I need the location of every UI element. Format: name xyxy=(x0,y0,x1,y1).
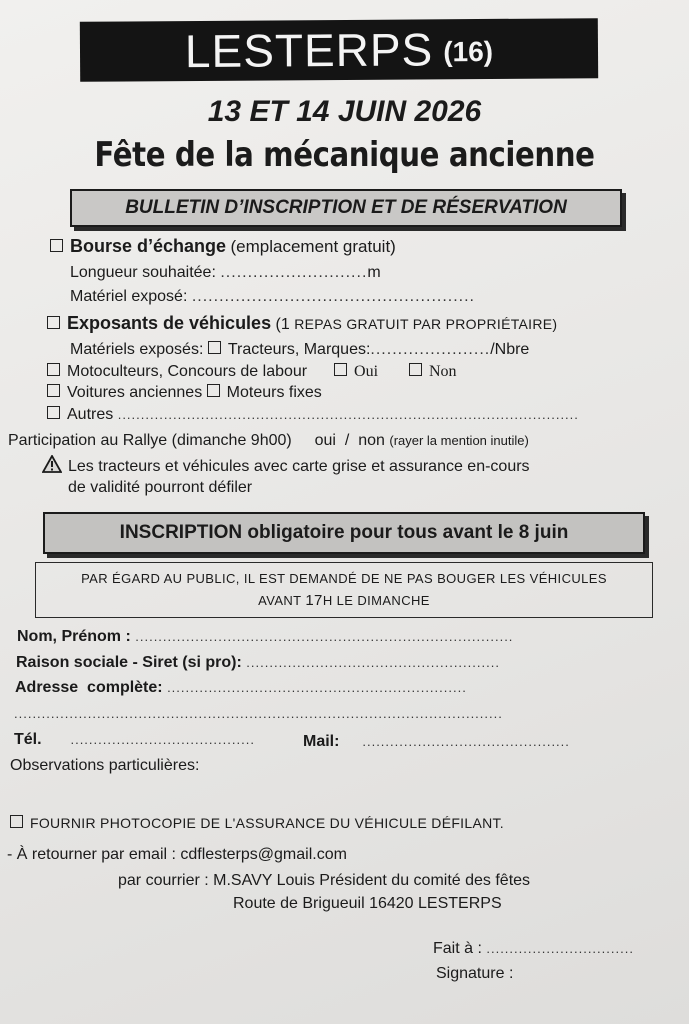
fournir-row xyxy=(10,815,504,833)
raison-field[interactable]: ....................................................... xyxy=(246,655,500,670)
raison-row xyxy=(16,654,500,672)
voitures-label: Voitures anciennes xyxy=(67,384,203,401)
mail-field[interactable]: ............................................. xyxy=(362,734,570,749)
labour-oui-label: Oui xyxy=(354,363,379,380)
labour-oui-checkbox[interactable] xyxy=(334,363,347,376)
title-banner xyxy=(80,18,598,82)
motoculteurs-row xyxy=(47,363,457,381)
tel-field[interactable]: ........................................ xyxy=(70,732,255,747)
signature-label: Signature : xyxy=(436,965,514,982)
postal-address-line: Route de Brigueuil 16420 LESTERPS xyxy=(233,895,502,912)
bulletin-heading xyxy=(70,189,622,227)
inscription-box xyxy=(43,512,645,554)
materiel-row xyxy=(70,288,475,306)
fournir-checkbox[interactable] xyxy=(10,815,23,828)
exposants-label: Exposants de véhicules xyxy=(67,313,272,333)
mail-row xyxy=(303,733,570,751)
autres-row xyxy=(47,406,579,424)
longueur-row xyxy=(70,264,381,282)
warning-line-1 xyxy=(42,455,530,476)
fait-label: Fait à : xyxy=(433,940,482,957)
autres-label: Autres xyxy=(67,406,114,423)
adresse-label: Adresse complète: xyxy=(15,679,163,696)
rallye-row xyxy=(8,432,529,450)
exposants-note: REPAS GRATUIT PAR PROPRIÉTAIRE) xyxy=(294,316,558,332)
autres-field[interactable]: .................................................................................................... xyxy=(117,407,579,422)
title-lesterps: LESTERPS xyxy=(184,23,434,78)
tracteurs-label: Tracteurs, Marques: xyxy=(227,341,371,358)
notice-box xyxy=(35,562,653,618)
voitures-checkbox[interactable] xyxy=(47,384,60,397)
notice-line-1: PAR ÉGARD AU PUBLIC, IL EST DEMANDÉ DE NE PAS BOUGER LES VÉHICULES xyxy=(81,571,607,586)
bourse-label: Bourse d’échange xyxy=(70,236,227,256)
fournir-text: FOURNIR PHOTOCOPIE DE L'ASSURANCE DU VÉHICULE DÉFILANT. xyxy=(30,815,504,831)
motoculteurs-checkbox[interactable] xyxy=(47,363,60,376)
fait-field[interactable]: ................................ xyxy=(486,941,634,956)
notice-line-2-post: H LE DIMANCHE xyxy=(322,593,430,608)
labour-non-label: Non xyxy=(428,363,457,380)
exposants-checkbox[interactable] xyxy=(47,316,60,329)
rallye-choice[interactable]: oui / non xyxy=(314,432,385,449)
longueur-field[interactable]: ........................... xyxy=(220,264,368,281)
rallye-hint: (rayer la mention inutile) xyxy=(389,433,529,448)
autres-checkbox[interactable] xyxy=(47,406,60,419)
exposants-note-open: (1 xyxy=(275,316,290,333)
nom-field[interactable]: .................................................................................. xyxy=(135,629,514,644)
event-title: Fête de la mécanique ancienne xyxy=(94,135,595,175)
tel-row xyxy=(14,731,255,749)
longueur-unit: m xyxy=(367,264,381,281)
exposants-row xyxy=(47,313,557,334)
materiels-label: Matériels exposés: xyxy=(70,341,204,358)
inscription-bold: INSCRIPTION xyxy=(119,522,243,543)
inscription-rest: obligatoire pour tous avant le 8 juin xyxy=(247,522,569,543)
bulletin-heading-text: BULLETIN D’INSCRIPTION ET DE RÉSERVATION xyxy=(125,197,567,218)
fait-row xyxy=(433,940,634,958)
adresse-row xyxy=(15,679,467,697)
bourse-row xyxy=(50,236,396,257)
warning-text-2: de validité pourront défiler xyxy=(68,479,253,496)
title-department: (16) xyxy=(443,35,494,68)
tracteurs-checkbox[interactable] xyxy=(208,341,221,354)
tracteurs-field[interactable]: ...................... xyxy=(370,341,491,358)
motoculteurs-label: Motoculteurs, Concours de labour xyxy=(67,363,308,380)
observations-label: Observations particulières: xyxy=(10,757,200,774)
notice-line-2 xyxy=(258,590,430,612)
warning-icon xyxy=(42,455,62,473)
materiel-field[interactable]: .................................................... xyxy=(191,288,475,305)
bourse-note: (emplacement gratuit) xyxy=(230,237,396,256)
adresse-field[interactable]: ................................................................. xyxy=(167,680,467,695)
courrier-line: par courrier : M.SAVY Louis Président du comité des fêtes xyxy=(118,872,531,889)
email-line: - À retourner par email : cdflesterps@gmail.com xyxy=(7,846,347,863)
notice-line-2-hour: 17 xyxy=(305,592,323,609)
moteurs-label: Moteurs fixes xyxy=(226,384,322,401)
materiel-label: Matériel exposé: xyxy=(70,288,188,305)
mail-label: Mail: xyxy=(303,733,340,750)
tracteurs-nbre: /Nbre xyxy=(490,341,530,358)
tel-label: Tél. xyxy=(14,731,42,748)
event-date: 13 ET 14 JUIN 2026 xyxy=(207,95,482,128)
voitures-row xyxy=(47,384,322,402)
nom-row xyxy=(17,628,513,646)
rallye-label: Participation au Rallye (dimanche 9h00) xyxy=(8,432,292,449)
materiels-row xyxy=(70,341,529,359)
nom-label: Nom, Prénom : xyxy=(17,628,131,645)
warning-text-1: Les tracteurs et véhicules avec carte grise et assurance en-cours xyxy=(68,458,530,475)
adresse-field-2[interactable]: .......................................................................................................... xyxy=(14,706,503,721)
notice-line-2-pre: AVANT xyxy=(258,593,302,608)
labour-non-checkbox[interactable] xyxy=(409,363,422,376)
moteurs-checkbox[interactable] xyxy=(207,384,220,397)
bourse-checkbox[interactable] xyxy=(50,239,63,252)
longueur-label: Longueur souhaitée: xyxy=(70,264,216,281)
raison-label: Raison sociale - Siret (si pro): xyxy=(16,654,242,671)
